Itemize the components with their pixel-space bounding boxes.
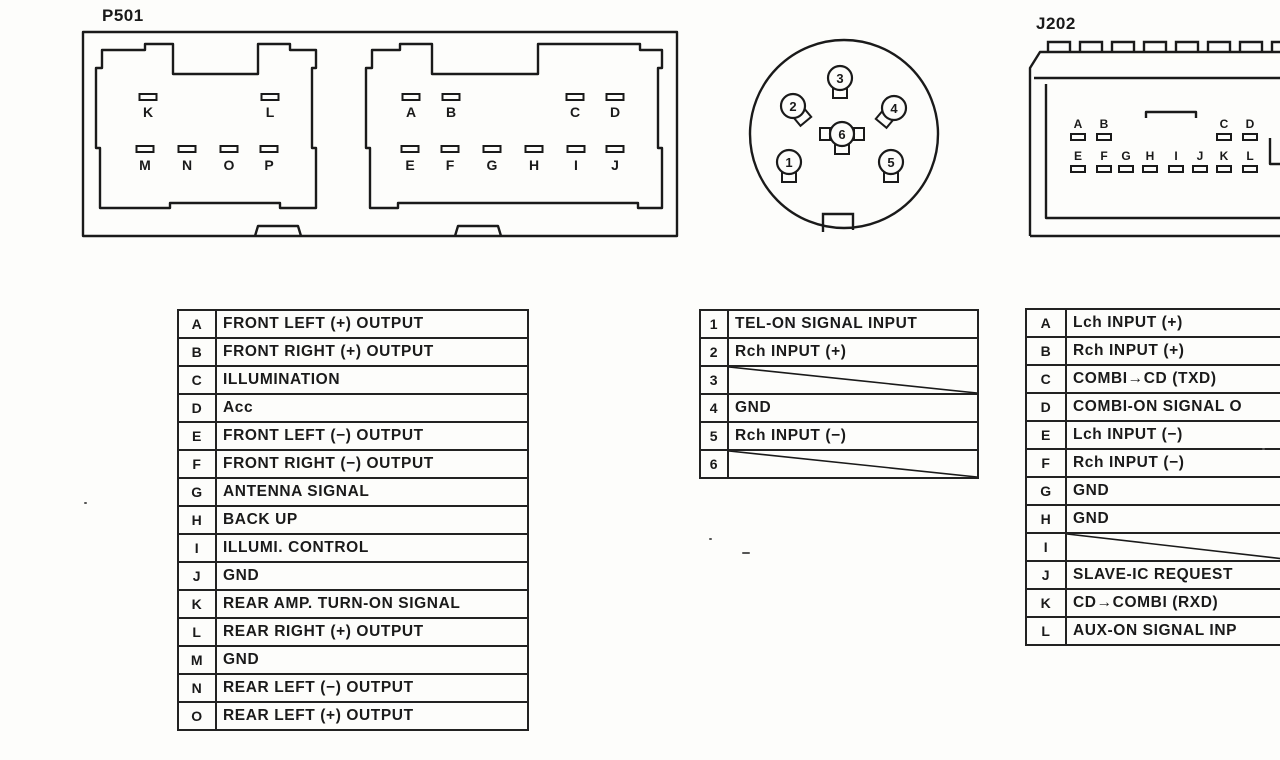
round-pin-number: 6: [838, 127, 846, 142]
pin-function: REAR LEFT (−) OUTPUT: [216, 674, 528, 702]
pin-row: [700, 450, 978, 478]
pin-row: [178, 506, 528, 534]
pin-row: [178, 366, 528, 394]
pin-id: B: [1026, 337, 1066, 365]
pin-function: Rch INPUT (+): [1066, 337, 1280, 365]
pin-row: [1026, 589, 1280, 617]
pin-row: [1026, 505, 1280, 533]
pin-letter: I: [574, 157, 578, 173]
unused-pin-cell: [728, 366, 978, 394]
pin-row: [1026, 393, 1280, 421]
pin-letter: I: [1174, 149, 1178, 163]
pin-id: N: [178, 674, 216, 702]
pin-id: J: [178, 562, 216, 590]
pin-row: [178, 702, 528, 730]
pin-function: Rch INPUT (−): [728, 422, 978, 450]
pin-letter: C: [1219, 117, 1229, 131]
pin-slot: [137, 146, 154, 152]
round-pin-number: 3: [836, 71, 844, 86]
p501-pin-table: [177, 309, 529, 731]
unused-pin-cell: [728, 450, 978, 478]
pin-id: H: [1026, 505, 1066, 533]
j202-connector-drawing: [1026, 38, 1280, 238]
pin-function: REAR LEFT (+) OUTPUT: [216, 702, 528, 730]
pin-row: [1026, 309, 1280, 337]
p501-title: P501: [102, 6, 144, 25]
pin-function: COMBI-ON SIGNAL O: [1066, 393, 1280, 421]
pin-letter: K: [1219, 149, 1229, 163]
pin-function: Acc: [216, 394, 528, 422]
unused-pin-cell: [1066, 533, 1280, 561]
pin-letter: D: [1245, 117, 1255, 131]
pin-id: 5: [700, 422, 728, 450]
scan-speck: [84, 502, 87, 504]
pin-function: FRONT RIGHT (+) OUTPUT: [216, 338, 528, 366]
pin-id: 2: [700, 338, 728, 366]
pin-slot: [1243, 134, 1257, 140]
connector-tooth: [1112, 42, 1134, 52]
pin-row: [700, 310, 978, 338]
pin-id: J: [1026, 561, 1066, 589]
round-pin-number: 4: [890, 101, 898, 116]
pin-function: FRONT RIGHT (−) OUTPUT: [216, 450, 528, 478]
pin-slot: [1143, 166, 1157, 172]
pin-row: [178, 618, 528, 646]
connector-tooth: [1176, 42, 1198, 52]
pin-letter: B: [1099, 117, 1109, 131]
pin-row: [700, 394, 978, 422]
pin-slot: [262, 94, 279, 100]
pin-row: [178, 590, 528, 618]
pin-letter: G: [486, 157, 498, 173]
pin-row: [700, 366, 978, 394]
pin-row: [1026, 533, 1280, 561]
pin-id: B: [178, 338, 216, 366]
pin-id: G: [1026, 477, 1066, 505]
pin-slot: [1169, 166, 1183, 172]
pin-slot: [567, 94, 584, 100]
pin-function: BACK UP: [216, 506, 528, 534]
pin-id: E: [1026, 421, 1066, 449]
pin-letter: P: [264, 157, 274, 173]
pin-letter: D: [609, 104, 621, 120]
pin-id: C: [1026, 365, 1066, 393]
connector-tooth: [1208, 42, 1230, 52]
pin-function: FRONT LEFT (+) OUTPUT: [216, 310, 528, 338]
round-pin-number: 2: [789, 99, 797, 114]
pin-letter: H: [1145, 149, 1155, 163]
pin-function: REAR AMP. TURN-ON SIGNAL: [216, 590, 528, 618]
pin-letter: F: [445, 157, 455, 173]
pin-letter: E: [405, 157, 415, 173]
pin-slot: [403, 94, 420, 100]
pin-function: GND: [1066, 477, 1280, 505]
pin-id: 1: [700, 310, 728, 338]
connector-tooth: [1048, 42, 1070, 52]
pin-row: [1026, 617, 1280, 645]
pin-id: D: [1026, 393, 1066, 421]
pin-row: [178, 450, 528, 478]
pin-function: GND: [216, 646, 528, 674]
pin-slot: [402, 146, 419, 152]
pin-slot: [607, 94, 624, 100]
pin-letter: N: [181, 157, 193, 173]
pin-slot: [526, 146, 543, 152]
pin-slot: [484, 146, 501, 152]
scan-speck: [742, 552, 750, 554]
round-connector-drawing: [745, 34, 945, 239]
pin-row: [178, 478, 528, 506]
pin-id: O: [178, 702, 216, 730]
pin-id: F: [178, 450, 216, 478]
pin-row: [1026, 477, 1280, 505]
pin-letter: O: [223, 157, 235, 173]
pin-function: SLAVE-IC REQUEST: [1066, 561, 1280, 589]
pin-function: Rch INPUT (+): [728, 338, 978, 366]
pin-id: A: [178, 310, 216, 338]
j202-pin-table: [1025, 308, 1280, 646]
pin-id: L: [1026, 617, 1066, 645]
pin-row: [1026, 561, 1280, 589]
pin-function: COMBI→CD (TXD): [1066, 365, 1280, 393]
pin-id: I: [1026, 533, 1066, 561]
pin-function: GND: [216, 562, 528, 590]
pin-slot: [179, 146, 196, 152]
pin-id: F: [1026, 449, 1066, 477]
pin-id: K: [1026, 589, 1066, 617]
pin-letter: M: [139, 157, 151, 173]
pin-slot: [443, 94, 460, 100]
pin-letter: A: [1073, 117, 1083, 131]
pin-row: [178, 534, 528, 562]
connector-tooth: [1240, 42, 1262, 52]
pin-function: GND: [1066, 505, 1280, 533]
pin-slot: [442, 146, 459, 152]
connector-tooth: [1144, 42, 1166, 52]
pin-function: Lch INPUT (−): [1066, 421, 1280, 449]
pin-function: CD→COMBI (RXD): [1066, 589, 1280, 617]
pin-id: M: [178, 646, 216, 674]
pin-letter: H: [528, 157, 540, 173]
pin-row: [178, 674, 528, 702]
pin-slot: [1119, 166, 1133, 172]
pin-slot: [607, 146, 624, 152]
pin-function: TEL-ON SIGNAL INPUT: [728, 310, 978, 338]
pin-slot: [140, 94, 157, 100]
pin-letter: E: [1073, 149, 1083, 163]
pin-row: [178, 310, 528, 338]
pin-slot: [1193, 166, 1207, 172]
pin-row: [178, 646, 528, 674]
pin-slot: [221, 146, 238, 152]
pin-slot: [1217, 166, 1231, 172]
pin-id: D: [178, 394, 216, 422]
pin-function: REAR RIGHT (+) OUTPUT: [216, 618, 528, 646]
pin-row: [1026, 421, 1280, 449]
pin-slot: [1097, 166, 1111, 172]
pin-row: [178, 562, 528, 590]
pin-row: [178, 338, 528, 366]
pin-slot: [568, 146, 585, 152]
pin-row: [1026, 337, 1280, 365]
pin-letter: G: [1121, 149, 1131, 163]
round-connector-pin-table: [699, 309, 979, 479]
j202-title: J202: [1036, 14, 1076, 33]
pin-letter: J: [1196, 149, 1204, 163]
pin-id: G: [178, 478, 216, 506]
pin-slot: [1217, 134, 1231, 140]
pin-id: 3: [700, 366, 728, 394]
pin-function: ANTENNA SIGNAL: [216, 478, 528, 506]
pin-id: E: [178, 422, 216, 450]
pin-row: [1026, 365, 1280, 393]
p501-connector-drawing: [80, 28, 680, 243]
pin-row: [1026, 449, 1280, 477]
round-pin-number: 5: [887, 155, 895, 170]
pin-row: [700, 338, 978, 366]
pin-function: GND: [728, 394, 978, 422]
scan-speck: [709, 538, 712, 540]
pin-id: 6: [700, 450, 728, 478]
pin-letter: F: [1100, 149, 1108, 163]
pin-letter: L: [265, 104, 275, 120]
pin-slot: [1097, 134, 1111, 140]
pin-id: A: [1026, 309, 1066, 337]
pin-slot: [261, 146, 278, 152]
pin-letter: A: [405, 104, 417, 120]
pin-function: ILLUMINATION: [216, 366, 528, 394]
pin-function: FRONT LEFT (−) OUTPUT: [216, 422, 528, 450]
pin-function: Lch INPUT (+): [1066, 309, 1280, 337]
pin-id: I: [178, 534, 216, 562]
pin-letter: B: [445, 104, 457, 120]
pin-function: Rch INPUT (−): [1066, 449, 1280, 477]
pin-id: 4: [700, 394, 728, 422]
pin-id: L: [178, 618, 216, 646]
pin-id: H: [178, 506, 216, 534]
connector-tooth: [1272, 42, 1280, 52]
pin-function: ILLUMI. CONTROL: [216, 534, 528, 562]
round-pin-number: 1: [785, 155, 793, 170]
scan-speck: [1262, 448, 1265, 450]
pin-slot: [1071, 134, 1085, 140]
pin-row: [178, 394, 528, 422]
pin-row: [700, 422, 978, 450]
pin-slot: [1071, 166, 1085, 172]
pin-letter: J: [611, 157, 619, 173]
pin-row: [178, 422, 528, 450]
pin-function: AUX-ON SIGNAL INP: [1066, 617, 1280, 645]
pin-id: C: [178, 366, 216, 394]
pin-slot: [1243, 166, 1257, 172]
pin-id: K: [178, 590, 216, 618]
pin-letter: L: [1246, 149, 1254, 163]
pin-letter: K: [142, 104, 154, 120]
pin-letter: C: [569, 104, 581, 120]
connector-tooth: [1080, 42, 1102, 52]
